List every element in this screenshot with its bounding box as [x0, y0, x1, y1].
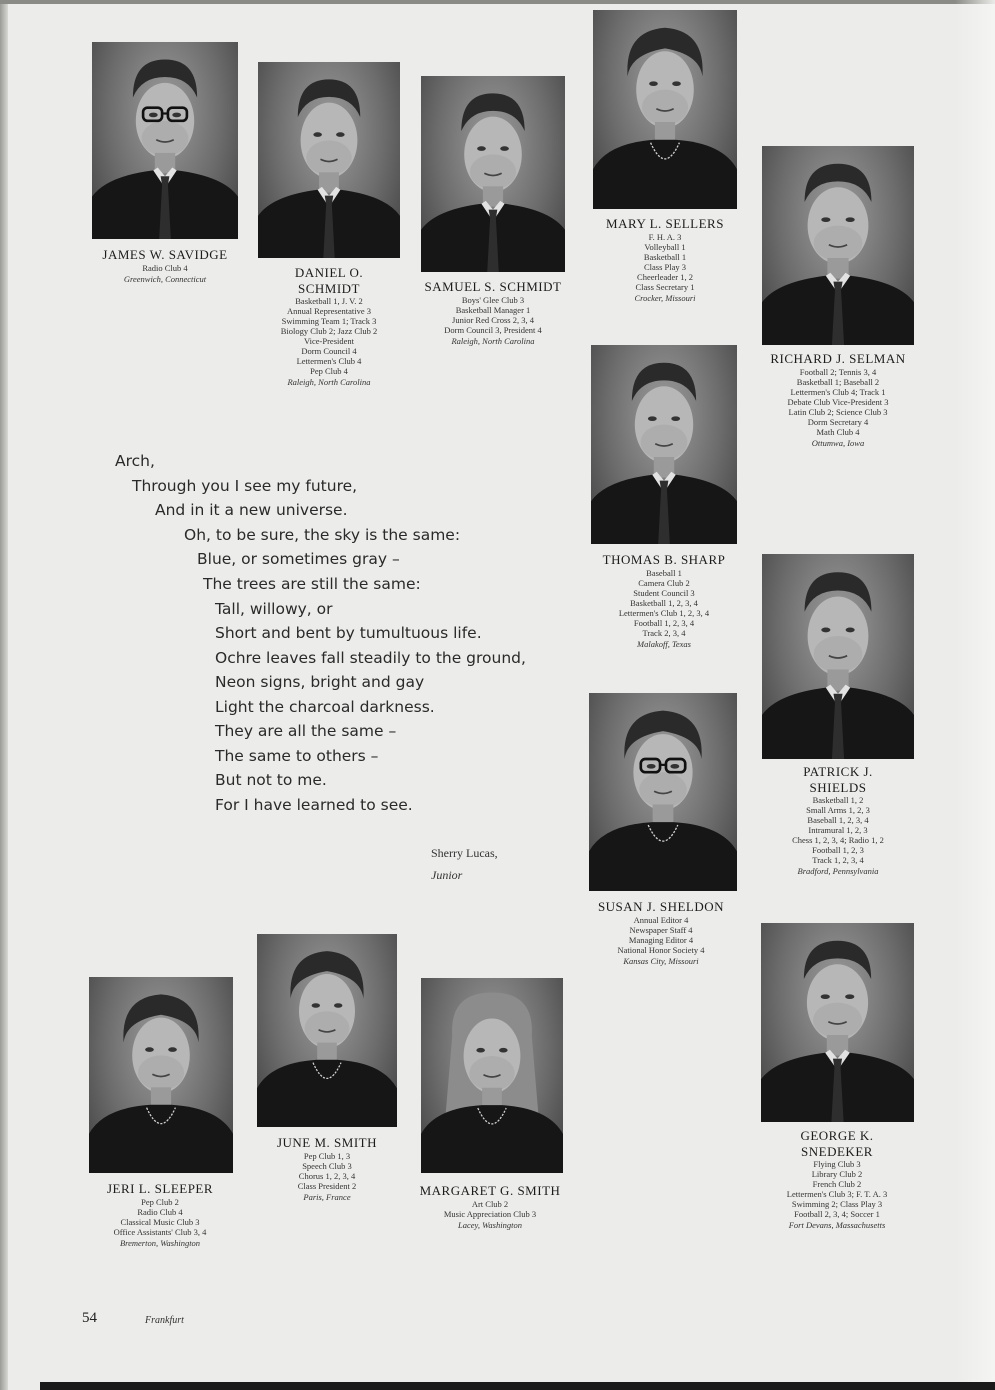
- student-hometown: Crocker, Missouri: [634, 292, 696, 303]
- student-activity: Class President 2: [297, 1180, 357, 1191]
- student-name: THOMAS B. SHARP: [602, 552, 726, 567]
- student-activity: Music Appreciation Club 3: [443, 1208, 537, 1219]
- page-right-shade: [955, 0, 995, 1390]
- poem-line: The same to others –: [215, 747, 379, 765]
- student-hometown: Kansas City, Missouri: [623, 955, 699, 966]
- student-activity: Intramural 1, 2, 3: [808, 825, 868, 836]
- poem-author-class: Junior: [431, 868, 463, 883]
- page-footer: Frankfurt: [145, 1315, 184, 1326]
- student-activity: Baseball 1: [646, 567, 682, 578]
- student-activity: Class Play 3: [643, 261, 687, 272]
- student-activity: Cheerleader 1, 2: [637, 271, 693, 282]
- student-portrait: [421, 978, 563, 1173]
- student-portrait: [761, 923, 914, 1122]
- student-caption: [585, 216, 745, 303]
- student-activity: French Club 2: [812, 1179, 862, 1190]
- student-activity: Basketball 1, 2: [812, 795, 864, 806]
- student-activity: Pep Club 1, 3: [303, 1150, 351, 1161]
- student-hometown: Paris, France: [303, 1191, 351, 1202]
- poem-line: Neon signs, bright and gay: [215, 673, 425, 691]
- student-activity: Class Secretary 1: [635, 281, 695, 292]
- student-activity: Small Arms 1, 2, 3: [806, 805, 870, 816]
- poem-line: They are all the same –: [215, 722, 397, 740]
- student-activity: Track 1, 2, 3, 4: [812, 855, 864, 866]
- student-name: SNEDEKER: [801, 1143, 873, 1159]
- student-name: SAMUEL S. SCHMIDT: [424, 279, 562, 294]
- poem-line: Tall, willowy, or: [215, 600, 333, 618]
- student-activity: Lettermen's Club 3; F. T. A. 3: [786, 1189, 888, 1200]
- student-activity: Volleyball 1: [644, 241, 686, 252]
- student-activity: Lettermen's Club 1, 2, 3, 4: [618, 607, 710, 618]
- poem-author: Sherry Lucas,: [431, 846, 498, 860]
- student-caption: [576, 899, 746, 966]
- student-activity: Baseball 1, 2, 3, 4: [807, 815, 869, 826]
- student-caption: [582, 552, 747, 649]
- student-activity: Managing Editor 4: [628, 934, 694, 945]
- student-name: JUNE M. SMITH: [276, 1135, 378, 1150]
- student-activity: Speech Club 3: [302, 1160, 352, 1171]
- student-caption: [747, 1128, 927, 1230]
- poem-line: Through you I see my future,: [132, 477, 358, 495]
- student-hometown: Fort Devans, Massachusetts: [788, 1220, 886, 1231]
- student-activity: Football 2; Tennis 3, 4: [799, 366, 877, 377]
- poem-line: And in it a new universe.: [155, 501, 348, 519]
- student-name: JAMES W. SAVIDGE: [102, 247, 228, 262]
- student-hometown: Raleigh, North Carolina: [287, 377, 371, 388]
- student-activity: Football 2, 3, 4; Soccer 1: [794, 1209, 880, 1220]
- student-activity: Annual Representative 3: [286, 306, 372, 317]
- student-activity: F. H. A. 3: [648, 231, 682, 242]
- student-portrait: [257, 934, 397, 1127]
- student-activity: Football 1, 2, 3, 4: [633, 617, 695, 628]
- student-activity: Lettermen's Club 4: [296, 356, 362, 367]
- student-activity: Junior Red Cross 2, 3, 4: [452, 314, 534, 325]
- poem-line: Blue, or sometimes gray –: [197, 550, 400, 568]
- student-activity: Chess 1, 2, 3, 4; Radio 1, 2: [792, 835, 884, 846]
- poem-line: For I have learned to see.: [215, 796, 413, 814]
- student-activity: Art Club 2: [471, 1198, 509, 1209]
- student-activity: Basketball 1: [643, 251, 687, 262]
- student-caption: [252, 1135, 402, 1202]
- student-activity: Library Club 2: [811, 1169, 863, 1180]
- student-hometown: Greenwich, Connecticut: [123, 273, 207, 284]
- student-activity: Track 2, 3, 4: [642, 627, 686, 638]
- student-name: SUSAN J. SHELDON: [597, 899, 725, 914]
- student-portrait: [92, 42, 238, 239]
- student-name: MARY L. SELLERS: [606, 216, 724, 231]
- student-caption: [85, 247, 245, 284]
- student-activity: Pep Club 2: [141, 1196, 179, 1207]
- student-activity: Radio Club 4: [137, 1206, 183, 1217]
- student-caption: [413, 279, 573, 346]
- student-activity: Math Club 4: [816, 426, 860, 437]
- student-activity: Football 1, 2, 3: [812, 845, 864, 856]
- student-name: SHIELDS: [809, 779, 867, 795]
- poem-line: Ochre leaves fall steadily to the ground,: [215, 649, 526, 667]
- student-caption: [756, 764, 921, 876]
- student-activity: Newspaper Staff 4: [629, 924, 693, 935]
- student-name: PATRICK J.: [803, 764, 873, 779]
- student-activity: Radio Club 4: [142, 262, 188, 273]
- poem-line: Light the charcoal darkness.: [215, 698, 435, 716]
- student-activity: Chorus 1, 2, 3, 4: [298, 1170, 356, 1181]
- poem-line: But not to me.: [215, 771, 327, 789]
- poem-attribution: [431, 842, 498, 886]
- student-activity: Student Council 3: [633, 587, 695, 598]
- student-activity: Annual Editor 4: [633, 914, 689, 925]
- student-caption: [80, 1181, 240, 1248]
- poem-line: Arch,: [115, 452, 155, 470]
- student-activity: Debate Club Vice-President 3: [787, 396, 889, 407]
- student-portrait: [89, 977, 233, 1173]
- poem-line: The trees are still the same:: [203, 575, 421, 593]
- student-hometown: Bremerton, Washington: [119, 1237, 201, 1248]
- student-activity: Basketball 1; Baseball 2: [796, 376, 880, 387]
- student-activity: Camera Club 2: [638, 577, 690, 588]
- student-activity: Office Assistants' Club 3, 4: [113, 1226, 207, 1237]
- student-portrait: [762, 146, 914, 345]
- student-portrait: [421, 76, 565, 272]
- student-activity: Pep Club 4: [310, 366, 348, 377]
- poem-line: Short and bent by tumultuous life.: [215, 624, 482, 642]
- student-activity: Swimming 2; Class Play 3: [791, 1199, 883, 1210]
- student-caption: [753, 351, 923, 448]
- student-hometown: Malakoff, Texas: [637, 638, 691, 649]
- student-caption: [408, 1183, 573, 1230]
- student-activity: Basketball 1, 2, 3, 4: [630, 597, 698, 608]
- student-activity: Dorm Council 4: [301, 346, 357, 357]
- page-top-edge: [0, 0, 995, 4]
- student-caption: [252, 265, 407, 388]
- student-activity: Dorm Secretary 4: [807, 416, 869, 427]
- student-hometown: Ottumwa, Iowa: [811, 437, 865, 448]
- student-activity: Basketball Manager 1: [455, 304, 531, 315]
- page-number: 54: [82, 1310, 97, 1326]
- student-activity: National Honor Society 4: [617, 944, 705, 955]
- student-name: GEORGE K.: [800, 1128, 874, 1143]
- student-name: JERI L. SLEEPER: [106, 1181, 214, 1196]
- student-name: MARGARET G. SMITH: [419, 1183, 561, 1198]
- student-name: SCHMIDT: [297, 280, 360, 296]
- page-binding-edge: [0, 0, 8, 1390]
- student-portrait: [762, 554, 914, 759]
- student-name: RICHARD J. SELMAN: [770, 351, 906, 366]
- student-activity: Vice-President: [304, 336, 354, 347]
- student-activity: Dorm Council 3, President 4: [444, 324, 542, 335]
- student-portrait: [593, 10, 737, 209]
- page-bottom-edge: [40, 1382, 995, 1390]
- student-activity: Basketball 1, J. V. 2: [295, 296, 363, 307]
- student-portrait: [258, 62, 400, 258]
- student-activity: Flying Club 3: [813, 1159, 861, 1170]
- student-portrait: [591, 345, 737, 544]
- student-name: DANIEL O.: [294, 265, 364, 280]
- student-portrait: [589, 693, 737, 891]
- student-activity: Classical Music Club 3: [120, 1216, 200, 1227]
- student-activity: Boys' Glee Club 3: [461, 294, 525, 305]
- student-hometown: Bradford, Pennsylvania: [797, 866, 879, 877]
- student-activity: Biology Club 2; Jazz Club 2: [280, 326, 378, 337]
- poem-line: Oh, to be sure, the sky is the same:: [184, 526, 461, 544]
- student-activity: Lettermen's Club 4; Track 1: [790, 386, 886, 397]
- student-activity: Swimming Team 1; Track 3: [281, 316, 377, 327]
- student-hometown: Raleigh, North Carolina: [451, 335, 535, 346]
- student-activity: Latin Club 2; Science Club 3: [788, 406, 888, 417]
- student-hometown: Lacey, Washington: [458, 1219, 522, 1230]
